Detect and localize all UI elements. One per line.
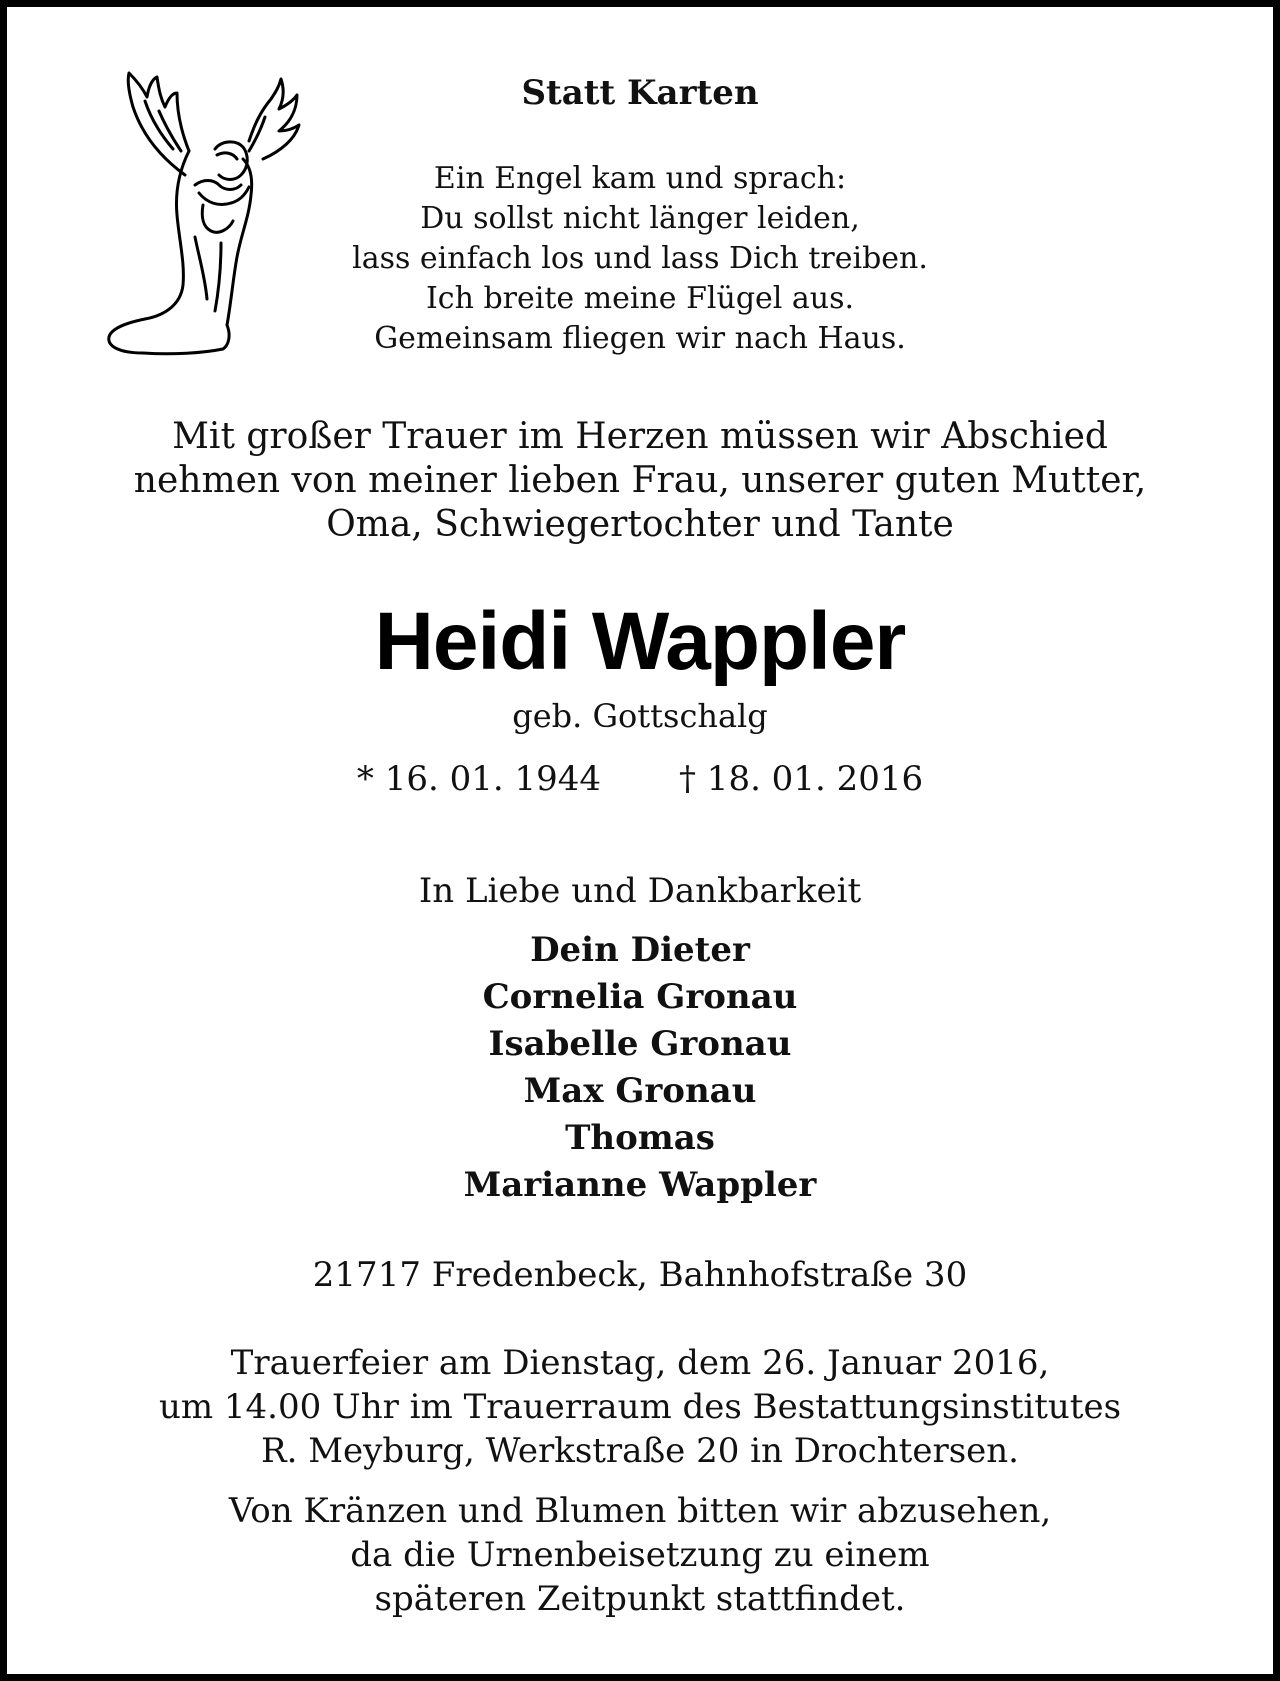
ceremony-line: Trauerfeier am Dienstag, dem 26. Januar 2016,: [230, 1343, 1050, 1383]
request-line: späteren Zeitpunkt stattfindet.: [374, 1579, 906, 1619]
signoff: In Liebe und Dankbarkeit: [418, 871, 862, 911]
notice-heading: Statt Karten: [521, 73, 759, 113]
intro-line: Mit großer Trauer im Herzen müssen wir Abschied: [172, 416, 1108, 457]
request-line: Von Kränzen und Blumen bitten wir abzusehen,: [228, 1491, 1052, 1531]
request-line: da die Urnenbeisetzung zu einem: [350, 1535, 930, 1575]
birth-date: * 16. 01. 1944: [356, 759, 601, 799]
family-member: Marianne Wappler: [463, 1165, 817, 1205]
address: 21717 Fredenbeck, Bahnhofstraße 30: [312, 1255, 968, 1295]
poem-line: Ich breite meine Flügel aus.: [425, 281, 855, 316]
deceased-name: Heidi Wappler: [374, 596, 906, 687]
life-dates: [7, 759, 1273, 799]
family-member: Cornelia Gronau: [482, 977, 798, 1017]
ceremony-line: R. Meyburg, Werkstraße 20 in Drochtersen.: [261, 1431, 1019, 1471]
ceremony-info: [7, 1341, 1273, 1473]
ceremony-line: um 14.00 Uhr im Trauerraum des Bestattungsinstitutes: [158, 1387, 1122, 1427]
poem-line: Gemeinsam fliegen wir nach Haus.: [374, 321, 906, 356]
family-member: Dein Dieter: [530, 930, 750, 970]
flowers-request: [7, 1489, 1273, 1621]
poem: [7, 159, 1273, 359]
family-member: Isabelle Gronau: [488, 1024, 792, 1064]
poem-line: Du sollst nicht länger leiden,: [420, 201, 860, 236]
intro-text: [7, 415, 1273, 547]
family-member: Thomas: [565, 1118, 715, 1158]
death-date: † 18. 01. 2016: [679, 759, 924, 799]
maiden-name: geb. Gottschalg: [512, 697, 768, 735]
family-list: [7, 927, 1273, 1209]
intro-line: nehmen von meiner lieben Frau, unserer guten Mutter,: [133, 460, 1147, 501]
poem-line: lass einfach los und lass Dich treiben.: [352, 241, 928, 276]
intro-line: Oma, Schwiegertochter und Tante: [326, 504, 954, 545]
poem-line: Ein Engel kam und sprach:: [433, 161, 847, 196]
family-member: Max Gronau: [523, 1071, 757, 1111]
